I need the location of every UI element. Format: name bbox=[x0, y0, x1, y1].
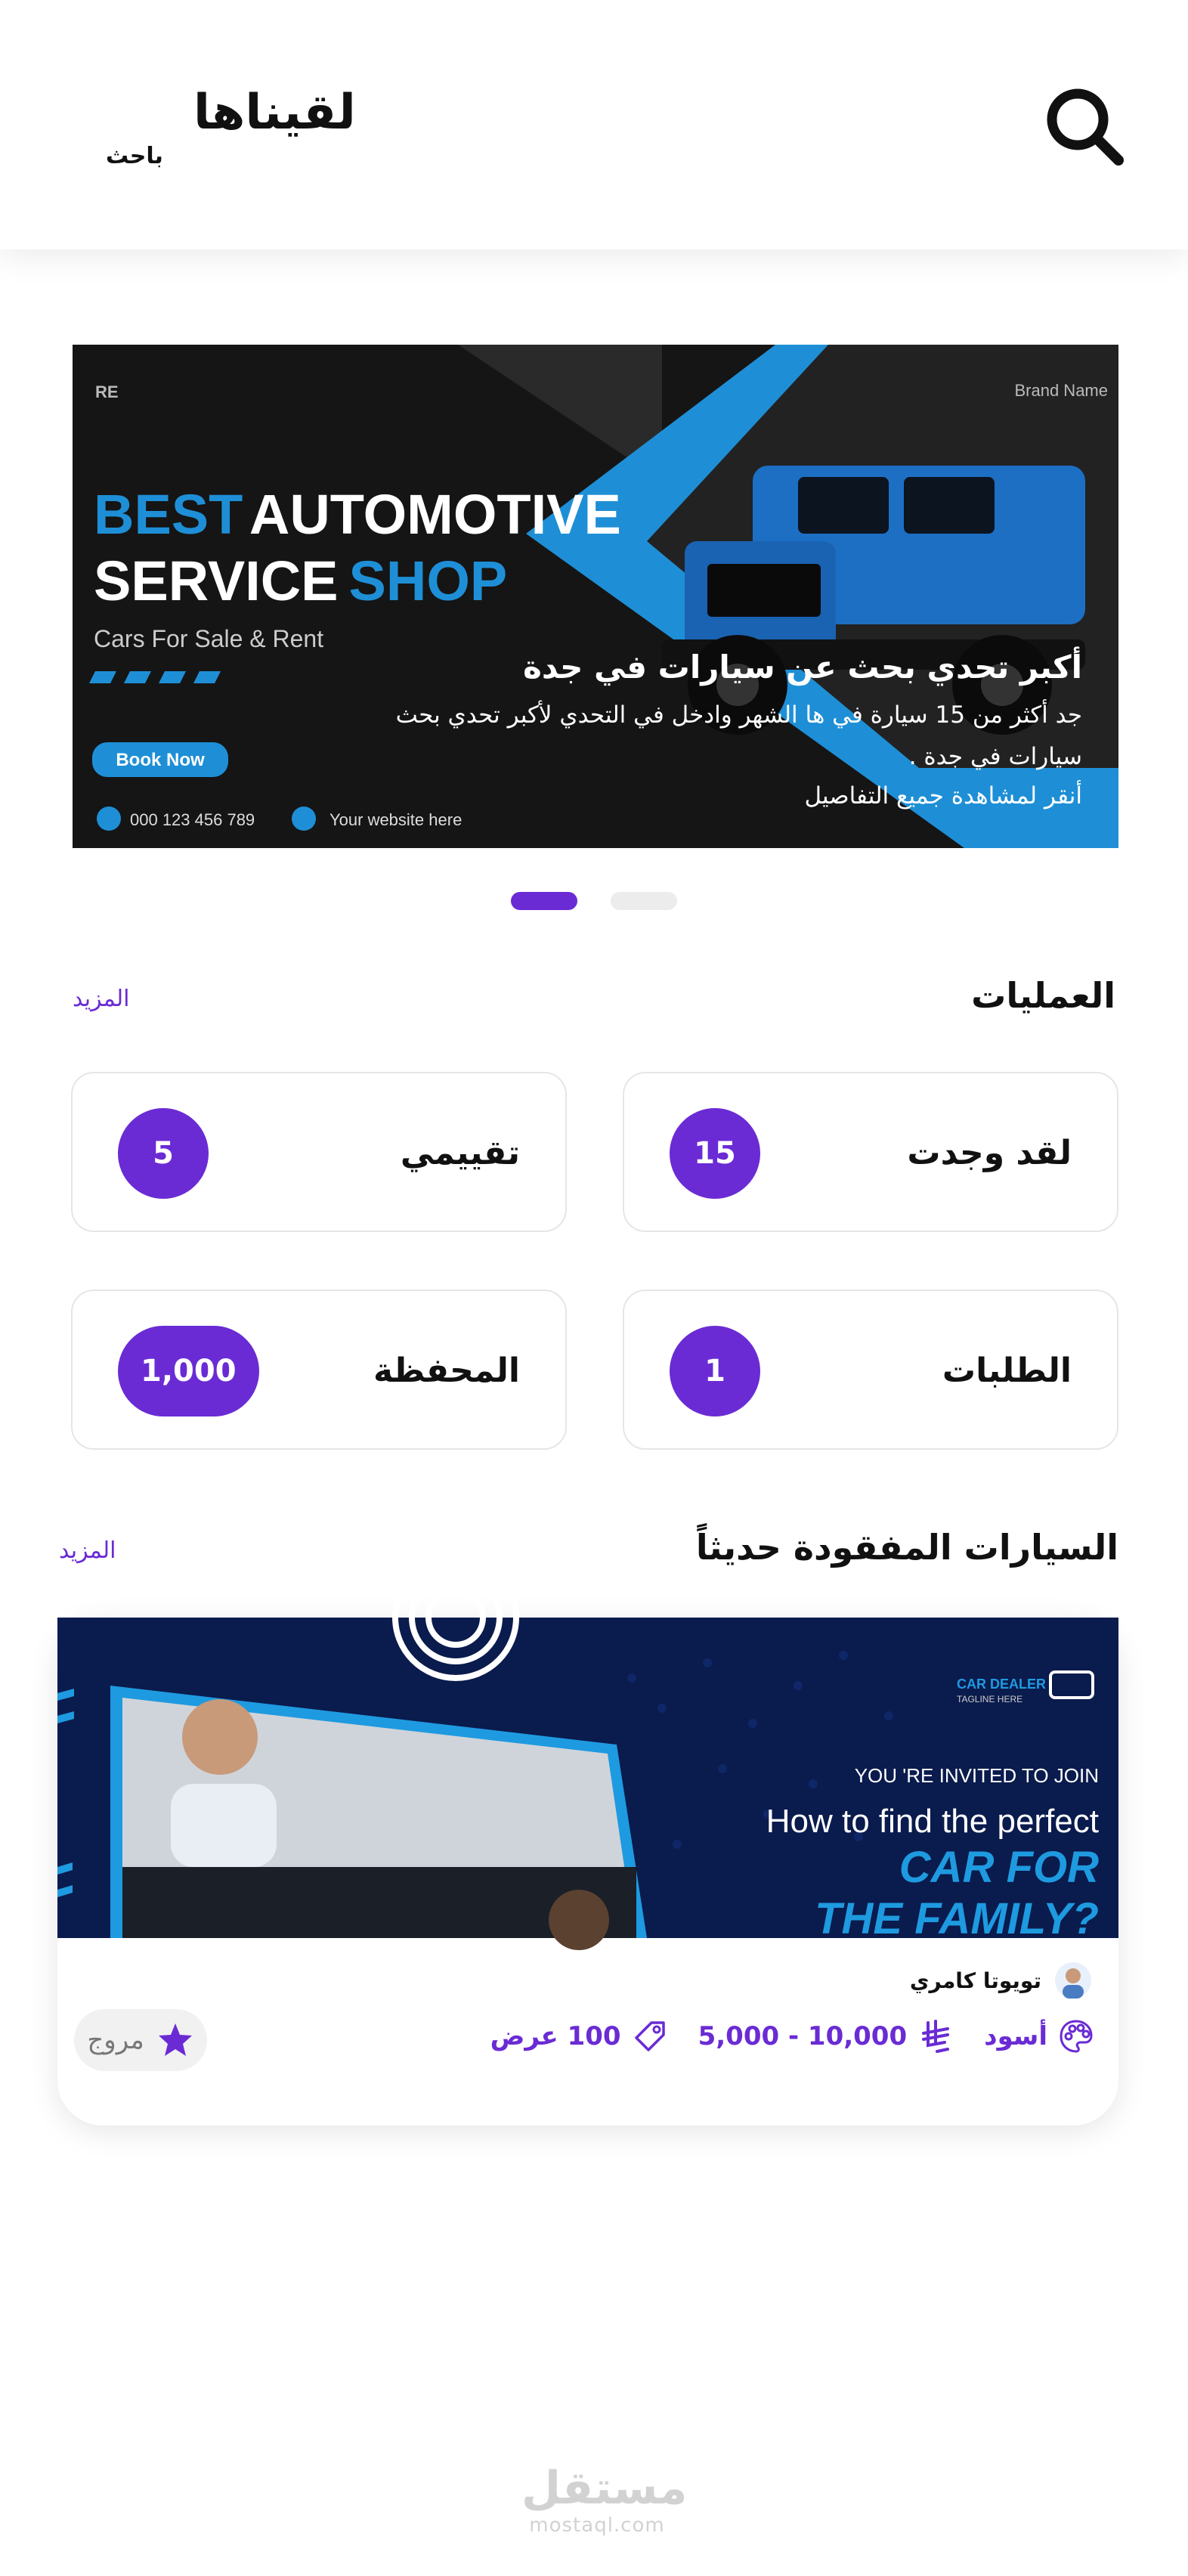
banner-headline-2: SERVICE SHOP bbox=[94, 550, 508, 612]
banner-description-2: أنقر لمشاهدة جميع التفاصيل bbox=[804, 782, 1082, 810]
invite-text: YOU 'RE INVITED TO JOIN bbox=[854, 1764, 1099, 1787]
lost-cars-more-link[interactable]: المزيد bbox=[59, 1537, 116, 1564]
banner-brand: Brand Name bbox=[1014, 381, 1108, 400]
banner-edge-text: RE bbox=[95, 382, 119, 401]
lost-cars-title: السيارات المفقودة حديثاً bbox=[695, 1527, 1118, 1568]
stat-label: الطلبات bbox=[942, 1351, 1072, 1390]
star-icon bbox=[156, 2021, 194, 2059]
lost-car-card[interactable] bbox=[57, 1618, 1118, 2126]
stat-value: 15 bbox=[670, 1108, 760, 1199]
stat-value: 1,000 bbox=[118, 1326, 259, 1416]
stat-label: لقد وجدت bbox=[907, 1134, 1072, 1172]
dealer-name: CAR DEALER bbox=[957, 1677, 1047, 1692]
banner-headline-1: BEST AUTOMOTIVE bbox=[94, 483, 621, 546]
car-color bbox=[984, 2018, 1094, 2054]
car-owner-row bbox=[910, 1962, 1091, 1999]
promo-banner[interactable] bbox=[73, 345, 1118, 848]
banner-website: Your website here bbox=[329, 810, 463, 829]
logo-lettering bbox=[73, 70, 356, 183]
carousel-dot-active[interactable] bbox=[511, 892, 577, 910]
banner-phone: 000 123 456 789 bbox=[130, 810, 255, 829]
operations-more-link[interactable]: المزيد bbox=[73, 986, 130, 1012]
stat-card-wallet[interactable] bbox=[71, 1290, 567, 1450]
svg-text:باحث: باحث bbox=[106, 143, 163, 169]
car-offers-value: 100 عرض bbox=[490, 2021, 621, 2051]
lost-cars-header bbox=[0, 1527, 1188, 1580]
car-price-value: 5,000 - 10,000 bbox=[698, 2021, 908, 2051]
banner-description-1: جد أكثر من 15 سيارة في ها الشهر وادخل في التحدي لأكبر تحدي بحث سيارات في جدة . bbox=[395, 701, 1082, 771]
featured-label: مروج bbox=[87, 2025, 144, 2055]
avatar bbox=[1055, 1962, 1091, 1999]
operations-title: العمليات bbox=[971, 975, 1115, 1016]
car-image bbox=[57, 1618, 1118, 1943]
stat-value: 1 bbox=[670, 1326, 760, 1416]
operations-header bbox=[0, 975, 1188, 1028]
stat-label: المحفظة bbox=[373, 1351, 520, 1390]
banner-title: أكبر تحدي بحث عن سيارات في جدة bbox=[523, 649, 1082, 686]
image-line-3: THE FAMILY? bbox=[815, 1894, 1099, 1943]
app-header bbox=[0, 0, 1188, 249]
riyal-icon bbox=[917, 2018, 954, 2054]
car-color-value: أسود bbox=[984, 2021, 1047, 2051]
car-attributes bbox=[460, 2018, 1094, 2054]
image-line-1: How to find the perfect bbox=[766, 1803, 1099, 1840]
car-price bbox=[698, 2018, 954, 2054]
mostaql-watermark: مستقل mostaql.com bbox=[521, 2462, 688, 2537]
tag-icon bbox=[632, 2018, 668, 2054]
banner-tagline: Cars For Sale & Rent bbox=[94, 625, 324, 652]
search-icon bbox=[1043, 85, 1126, 168]
stat-card-orders[interactable] bbox=[623, 1290, 1118, 1450]
book-now-button: Book Now bbox=[116, 750, 205, 770]
image-line-2: CAR FOR bbox=[899, 1843, 1099, 1892]
dealer-tag: TAGLINE HERE bbox=[957, 1694, 1023, 1704]
car-offers bbox=[490, 2018, 668, 2054]
car-name: تويوتا كامري bbox=[909, 1968, 1041, 1993]
banner-caption bbox=[326, 647, 1082, 818]
stat-card-rating[interactable] bbox=[71, 1072, 567, 1232]
stat-card-found[interactable] bbox=[623, 1072, 1118, 1232]
app-logo[interactable] bbox=[73, 70, 356, 183]
palette-icon bbox=[1058, 2018, 1094, 2054]
stat-value: 5 bbox=[118, 1108, 209, 1199]
carousel-dot[interactable] bbox=[611, 892, 677, 910]
stat-label: تقييمي bbox=[400, 1134, 520, 1172]
svg-text:لقيناها: لقيناها bbox=[193, 85, 356, 141]
search-button[interactable] bbox=[1043, 85, 1126, 168]
carousel-indicators bbox=[511, 892, 677, 910]
featured-badge bbox=[74, 2009, 207, 2071]
